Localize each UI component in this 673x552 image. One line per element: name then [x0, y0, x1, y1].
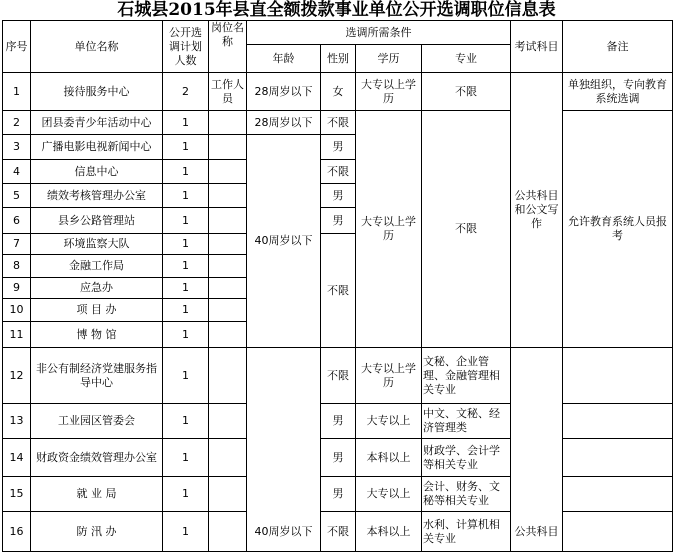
cell-plan: 1: [163, 160, 209, 184]
header-major: 专业: [422, 45, 511, 73]
cell-seq: 7: [3, 234, 31, 255]
cell-position: [209, 439, 247, 477]
cell-gender: 男: [321, 208, 356, 234]
cell-unit: 就 业 局: [31, 477, 163, 512]
cell-gender: 男: [321, 135, 356, 160]
cell-plan: 1: [163, 111, 209, 135]
cell-plan: 1: [163, 255, 209, 278]
cell-remarks: 允许教育系统人员报考: [563, 111, 673, 348]
cell-remarks: [563, 404, 673, 439]
cell-unit: 金融工作局: [31, 255, 163, 278]
cell-seq: 14: [3, 439, 31, 477]
cell-remarks: 单独组织，专向教育系统选调: [563, 73, 673, 111]
cell-position: [209, 234, 247, 255]
cell-plan: 2: [163, 73, 209, 111]
cell-plan: 1: [163, 477, 209, 512]
cell-major: 不限: [422, 73, 511, 111]
cell-plan: 1: [163, 208, 209, 234]
cell-position: [209, 322, 247, 348]
cell-major: 会计、财务、文秘等相关专业: [422, 477, 511, 512]
cell-seq: 16: [3, 512, 31, 552]
cell-seq: 15: [3, 477, 31, 512]
cell-seq: 2: [3, 111, 31, 135]
cell-seq: 5: [3, 184, 31, 208]
header-gender: 性别: [321, 45, 356, 73]
cell-unit: 团县委青少年活动中心: [31, 111, 163, 135]
cell-unit: 应急办: [31, 278, 163, 299]
cell-position: [209, 208, 247, 234]
cell-position: [209, 135, 247, 160]
cell-position: [209, 184, 247, 208]
cell-gender: 不限: [321, 348, 356, 404]
cell-unit: 环境监察大队: [31, 234, 163, 255]
header-plan: 公开选调计划人数: [163, 21, 209, 73]
cell-education: 本科以上: [356, 512, 422, 552]
cell-gender: 男: [321, 404, 356, 439]
cell-seq: 6: [3, 208, 31, 234]
header-unit: 单位名称: [31, 21, 163, 73]
cell-seq: 9: [3, 278, 31, 299]
header-seq: 序号: [3, 21, 31, 73]
cell-position: [209, 111, 247, 135]
cell-position: [209, 160, 247, 184]
cell-remarks: [563, 348, 673, 404]
header-age: 年龄: [247, 45, 321, 73]
cell-seq: 10: [3, 299, 31, 322]
cell-gender: 男: [321, 477, 356, 512]
cell-seq: 11: [3, 322, 31, 348]
cell-age: 28周岁以下: [247, 73, 321, 111]
cell-age: 28周岁以下: [247, 111, 321, 135]
cell-plan: 1: [163, 348, 209, 404]
cell-age: 40周岁以下: [247, 348, 321, 552]
cell-unit: 县乡公路管理站: [31, 208, 163, 234]
cell-position: [209, 278, 247, 299]
header-remarks: 备注: [563, 21, 673, 73]
cell-education: 大专以上: [356, 477, 422, 512]
cell-major: 财政学、会计学等相关专业: [422, 439, 511, 477]
cell-major: 水利、计算机相关专业: [422, 512, 511, 552]
cell-education: 本科以上: [356, 439, 422, 477]
position-info-table: [2, 20, 673, 552]
cell-gender: 女: [321, 73, 356, 111]
cell-position: [209, 299, 247, 322]
cell-plan: 1: [163, 135, 209, 160]
cell-seq: 1: [3, 73, 31, 111]
header-exam: 考试科目: [511, 21, 563, 73]
cell-education: 大专以上学历: [356, 73, 422, 111]
cell-education: 大专以上学历: [356, 348, 422, 404]
cell-unit: 工业园区管委会: [31, 404, 163, 439]
cell-major: 不限: [422, 111, 511, 348]
cell-plan: 1: [163, 322, 209, 348]
header-position: 岗位名称: [209, 21, 247, 73]
cell-education: 大专以上: [356, 404, 422, 439]
cell-gender: 不限: [321, 234, 356, 348]
cell-unit: 接待服务中心: [31, 73, 163, 111]
cell-education: 大专以上学历: [356, 111, 422, 348]
header-education: 学历: [356, 45, 422, 73]
cell-unit: 项 目 办: [31, 299, 163, 322]
cell-gender: 男: [321, 184, 356, 208]
cell-age: 40周岁以下: [247, 135, 321, 348]
cell-plan: 1: [163, 404, 209, 439]
cell-exam-general: 公共科目: [511, 348, 563, 552]
cell-position: [209, 477, 247, 512]
cell-remarks: [563, 439, 673, 477]
cell-plan: 1: [163, 234, 209, 255]
cell-plan: 1: [163, 184, 209, 208]
page-title: 石城县2015年县直全额拨款事业单位公开选调职位信息表: [117, 0, 556, 20]
cell-unit: 博 物 馆: [31, 322, 163, 348]
header-conditions: 选调所需条件: [247, 21, 511, 45]
cell-gender: 不限: [321, 512, 356, 552]
cell-gender: 不限: [321, 111, 356, 135]
cell-seq: 3: [3, 135, 31, 160]
cell-seq: 8: [3, 255, 31, 278]
cell-gender: 男: [321, 439, 356, 477]
cell-seq: 4: [3, 160, 31, 184]
cell-remarks: [563, 477, 673, 512]
cell-position: [209, 404, 247, 439]
cell-plan: 1: [163, 512, 209, 552]
cell-unit: 信息中心: [31, 160, 163, 184]
cell-position: [209, 348, 247, 404]
cell-major: 文秘、企业管理、金融管理相关专业: [422, 348, 511, 404]
cell-unit: 广播电影电视新闻中心: [31, 135, 163, 160]
cell-unit: 非公有制经济党建服务指导中心: [31, 348, 163, 404]
cell-seq: 13: [3, 404, 31, 439]
cell-plan: 1: [163, 439, 209, 477]
cell-unit: 绩效考核管理办公室: [31, 184, 163, 208]
cell-gender: 不限: [321, 160, 356, 184]
cell-position: [209, 255, 247, 278]
cell-unit: 防 汛 办: [31, 512, 163, 552]
cell-major: 中文、文秘、经济管理类: [422, 404, 511, 439]
cell-seq: 12: [3, 348, 31, 404]
cell-plan: 1: [163, 278, 209, 299]
cell-unit: 财政资金绩效管理办公室: [31, 439, 163, 477]
cell-exam-general-writing: 公共科目和公文写作: [511, 73, 563, 348]
cell-plan: 1: [163, 299, 209, 322]
cell-position: 工作人员: [209, 73, 247, 111]
